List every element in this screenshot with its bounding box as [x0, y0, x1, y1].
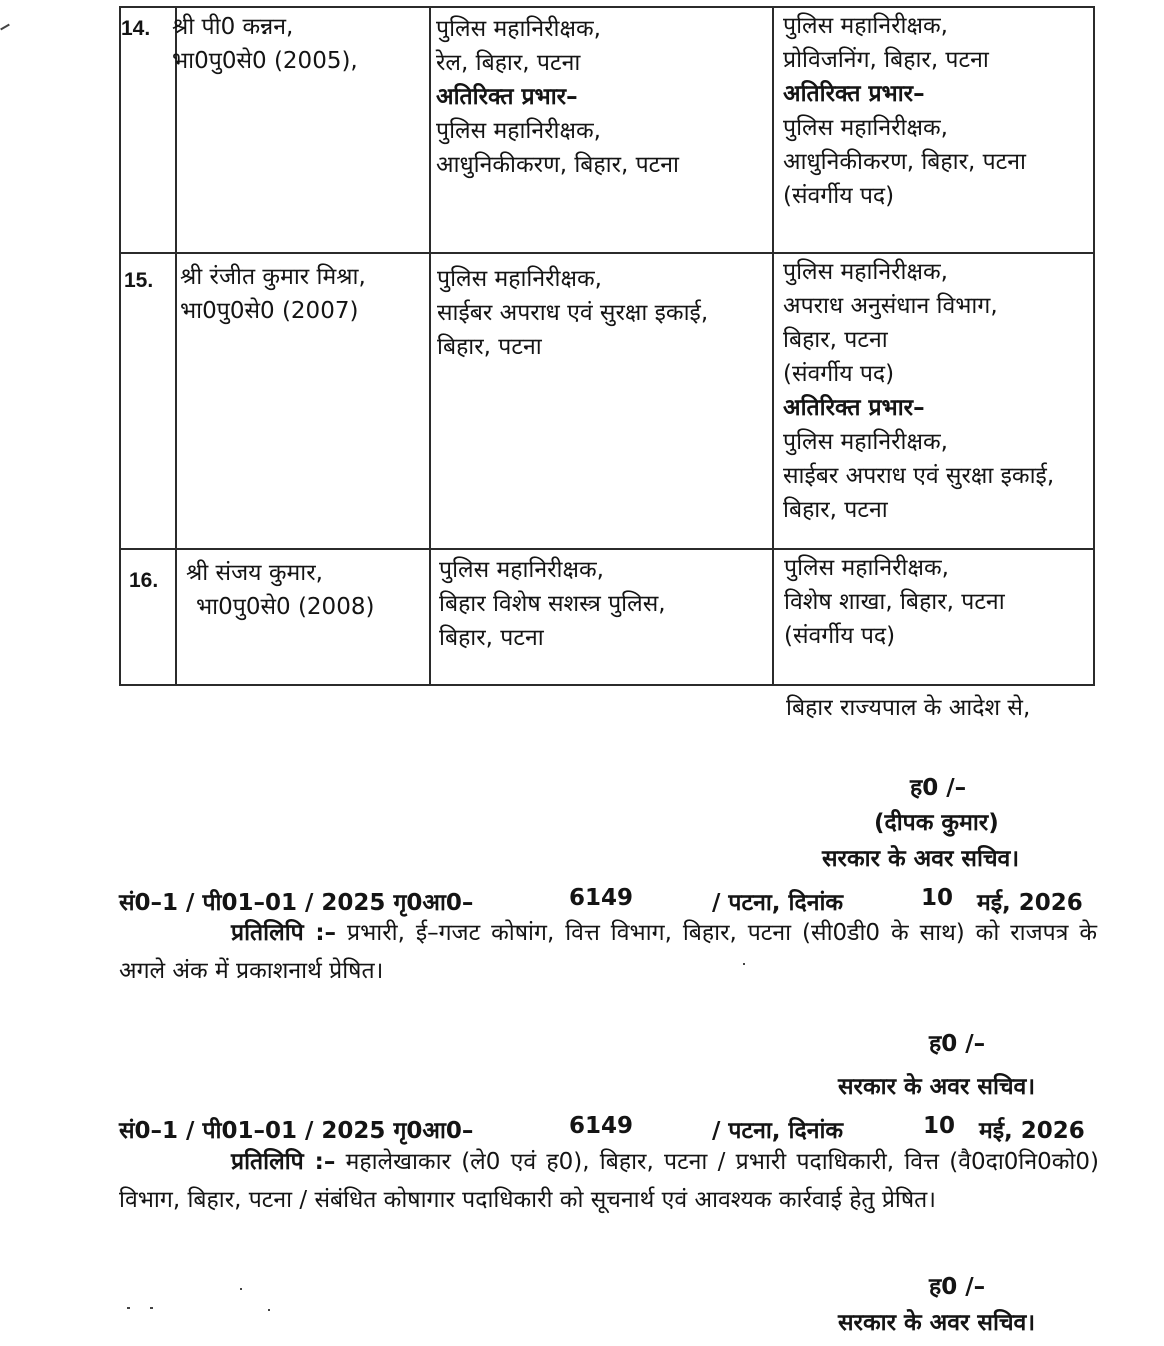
new-post-cell [783, 9, 1026, 213]
post-line: पुलिस महानिरीक्षक, [783, 115, 948, 141]
officer-name: श्री रंजीत कुमार मिश्रा, [180, 264, 366, 290]
post-line: साईबर अपराध एवं सुरक्षा इकाई, [437, 300, 709, 326]
officer-name: श्री संजय कुमार, [186, 560, 323, 586]
memo-place-date: / पटना, दिनांक [712, 890, 844, 916]
memo-serial: 6149 [569, 1113, 634, 1139]
scan-speck [150, 1307, 153, 1309]
extra-charge-label: अतिरिक्त प्रभार– [783, 395, 925, 421]
post-line: (संवर्गीय पद) [783, 183, 895, 209]
post-line: अपराध अनुसंधान विभाग, [783, 293, 998, 319]
signatory-designation: सरकार के अवर सचिव। [838, 1074, 1036, 1100]
memo-date-rest: मई, 2026 [979, 1118, 1085, 1144]
post-line: पुलिस महानिरीक्षक, [783, 13, 948, 39]
post-line: प्रोविजनिंग, बिहार, पटना [783, 47, 989, 73]
officer-service: भा0पु0से0 (2007) [180, 298, 359, 324]
copy-paragraph [119, 1143, 1099, 1219]
post-line: आधुनिकीकरण, बिहार, पटना [436, 152, 679, 178]
post-line: पुलिस महानिरीक्षक, [439, 557, 604, 583]
scan-speck [268, 1309, 270, 1311]
post-line: पुलिस महानिरीक्षक, [437, 266, 602, 292]
table-row-serial: 15. [124, 269, 154, 292]
memo-date-day: 10 [921, 885, 954, 911]
scan-speck [743, 963, 745, 965]
officer-service: भा0पु0से0 (2008) [196, 594, 375, 620]
signed-mark: ह0 /– [929, 1274, 986, 1300]
post-line: बिहार, पटना [437, 334, 542, 360]
table-row-serial: 14. [121, 17, 151, 40]
order-line: बिहार राज्यपाल के आदेश से, [786, 695, 1031, 721]
post-line: रेल, बिहार, पटना [436, 50, 581, 76]
post-line: पुलिस महानिरीक्षक, [783, 429, 948, 455]
post-line: साईबर अपराध एवं सुरक्षा इकाई, [783, 463, 1055, 489]
extra-charge-label: अतिरिक्त प्रभार– [783, 81, 925, 107]
memo-number: सं0–1 / पी01–01 / 2025 गृ0आ0– [119, 1118, 474, 1144]
officer-name-cell [172, 10, 358, 78]
officer-name-cell [180, 260, 366, 328]
post-line: बिहार, पटना [783, 327, 888, 353]
scan-speck [127, 1307, 130, 1309]
memo-date-rest: मई, 2026 [977, 890, 1083, 916]
post-line: बिहार, पटना [439, 625, 544, 651]
post-line: विशेष शाखा, बिहार, पटना [784, 589, 1005, 615]
officer-service: भा0पु0से0 (2005), [172, 48, 358, 74]
post-line: (संवर्गीय पद) [783, 361, 895, 387]
signed-mark: ह0 /– [910, 775, 967, 801]
post-line: पुलिस महानिरीक्षक, [436, 16, 601, 42]
new-post-cell [783, 255, 1054, 527]
officer-name-cell [186, 556, 374, 624]
current-post-cell [436, 12, 679, 182]
current-post-cell [439, 553, 666, 655]
copy-text: महालेखाकार (ले0 एवं ह0), बिहार, पटना / प्रभारी पदाधिकारी, वित्त (वै0दा0नि0को0) विभाग, बिहार, पटना / संबंधित कोषागार पदाधिकारी को सूचनार्थ एवं आवश्यक कार्रवाई हेतु प्रेषित। [119, 1149, 1099, 1213]
signatory-designation: सरकार के अवर सचिव। [822, 846, 1020, 872]
scan-speck [240, 1288, 242, 1290]
post-line: पुलिस महानिरीक्षक, [436, 118, 601, 144]
new-post-cell [784, 551, 1005, 653]
memo-serial: 6149 [569, 885, 634, 911]
copy-text: प्रभारी, ई–गजट कोषांग, वित्त विभाग, बिहार, पटना (सी0डी0 के साथ) को राजपत्र के अगले अंक में प्रकाशनार्थ प्रेषित। [119, 920, 1098, 984]
memo-number: सं0–1 / पी01–01 / 2025 गृ0आ0– [119, 890, 474, 916]
signatory-designation: सरकार के अवर सचिव। [838, 1310, 1036, 1336]
current-post-cell [437, 262, 708, 364]
officer-name: श्री पी0 कन्नन, [172, 14, 294, 40]
post-line: (संवर्गीय पद) [784, 623, 896, 649]
copy-label: प्रतिलिपि :– [231, 1149, 336, 1175]
memo-place-date: / पटना, दिनांक [712, 1118, 844, 1144]
post-line: बिहार विशेष सशस्त्र पुलिस, [439, 591, 666, 617]
post-line: पुलिस महानिरीक्षक, [783, 259, 948, 285]
post-line: पुलिस महानिरीक्षक, [784, 555, 949, 581]
margin-mark [0, 24, 10, 31]
post-line: आधुनिकीकरण, बिहार, पटना [783, 149, 1026, 175]
post-line: बिहार, पटना [783, 497, 888, 523]
signed-mark: ह0 /– [929, 1031, 986, 1057]
copy-paragraph [119, 914, 1097, 990]
table-row-serial: 16. [129, 569, 159, 592]
signatory-name: (दीपक कुमार) [874, 810, 999, 836]
extra-charge-label: अतिरिक्त प्रभार– [436, 84, 578, 110]
memo-date-day: 10 [923, 1113, 956, 1139]
copy-label: प्रतिलिपि :– [231, 920, 337, 946]
